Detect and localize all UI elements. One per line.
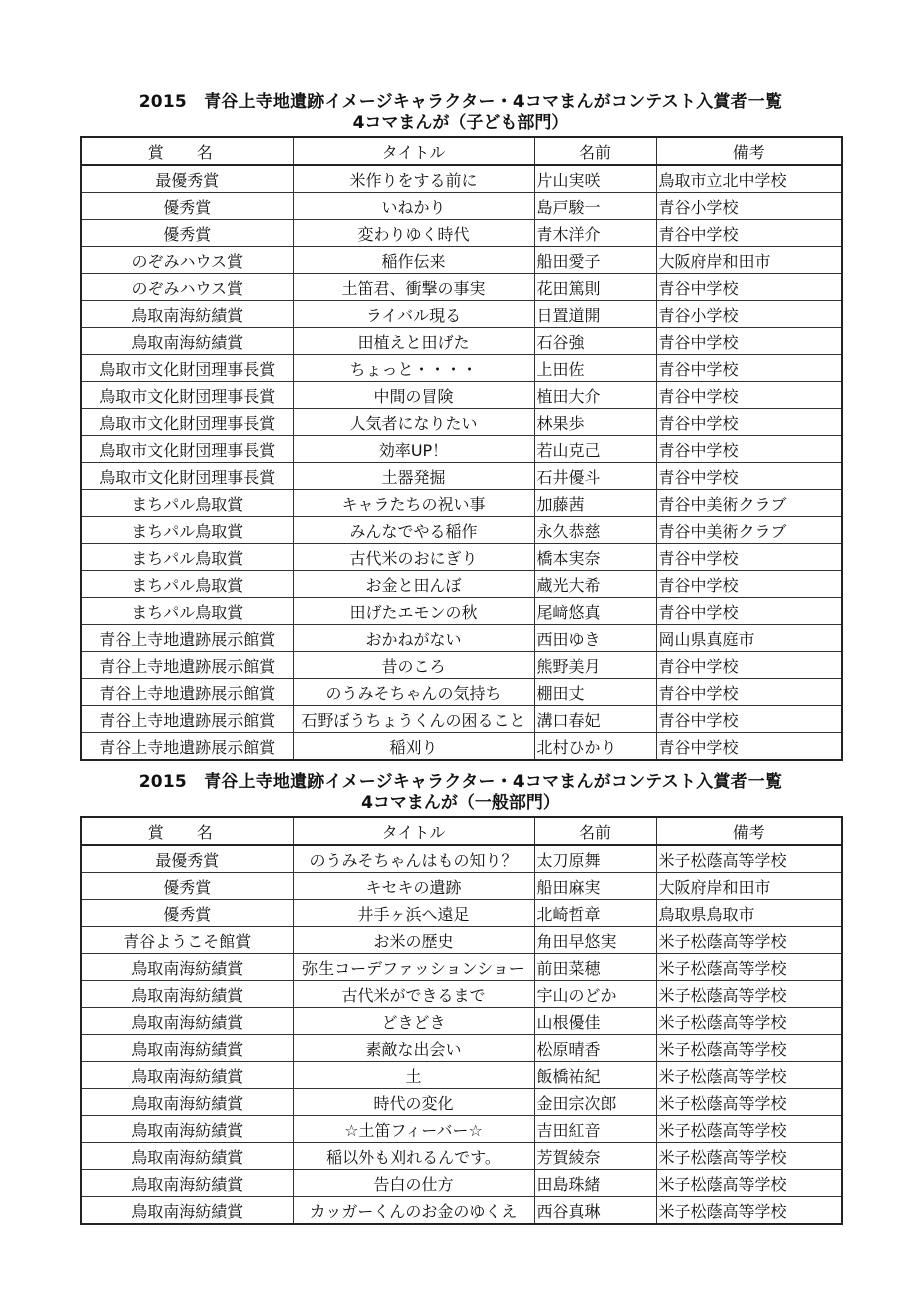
title-cell: お金と田んぼ <box>293 571 534 598</box>
table-row <box>81 625 842 652</box>
name-cell: 船田愛子 <box>534 247 656 274</box>
title-cell: おかねがない <box>293 625 534 652</box>
award-cell: 鳥取市文化財団理事長賞 <box>81 409 293 436</box>
table-row <box>81 274 842 301</box>
note-cell: 米子松蔭高等学校 <box>656 927 842 954</box>
title-cell: のうみそちゃんの気持ち <box>293 679 534 706</box>
note-cell: 鳥取市立北中学校 <box>656 165 842 193</box>
header-award: 賞 名 <box>81 817 293 845</box>
title-cell: いねかり <box>293 193 534 220</box>
table-row <box>81 247 842 274</box>
title-cell: ライバル現る <box>293 301 534 328</box>
note-cell: 青谷中学校 <box>656 652 842 679</box>
title-cell: 米作りをする前に <box>293 165 534 193</box>
name-cell: 永久恭慈 <box>534 517 656 544</box>
name-cell: 島戸駿一 <box>534 193 656 220</box>
note-cell: 青谷中学校 <box>656 463 842 490</box>
name-cell: 太刀原舞 <box>534 845 656 873</box>
title-cell: 人気者になりたい <box>293 409 534 436</box>
table-row <box>81 900 842 927</box>
table-row <box>81 598 842 625</box>
award-cell: まちパル鳥取賞 <box>81 517 293 544</box>
name-cell: 青木洋介 <box>534 220 656 247</box>
title-cell: 土笛君、衝撃の事実 <box>293 274 534 301</box>
section-subtitle: 4コマまんが（一般部門） <box>361 793 560 813</box>
title-cell: ☆土笛フィーバー☆ <box>293 1116 534 1143</box>
note-cell: 青谷中学校 <box>656 679 842 706</box>
note-cell: 米子松蔭高等学校 <box>656 845 842 873</box>
award-cell: 鳥取南海紡績賞 <box>81 1170 293 1197</box>
title-cell: お米の歴史 <box>293 927 534 954</box>
title-cell: 田植えと田げた <box>293 328 534 355</box>
title-cell: 土 <box>293 1062 534 1089</box>
name-cell: 西谷真琳 <box>534 1197 656 1225</box>
name-cell: 加藤茜 <box>534 490 656 517</box>
table-row <box>81 517 842 544</box>
table-row <box>81 873 842 900</box>
table-row <box>81 463 842 490</box>
award-cell: 青谷上寺地遺跡展示館賞 <box>81 706 293 733</box>
award-cell: 青谷上寺地遺跡展示館賞 <box>81 733 293 761</box>
name-cell: 松原晴香 <box>534 1035 656 1062</box>
award-cell: 鳥取南海紡績賞 <box>81 1197 293 1225</box>
award-cell: 鳥取南海紡績賞 <box>81 1062 293 1089</box>
header-note: 備考 <box>656 817 842 845</box>
table-row <box>81 927 842 954</box>
table-row <box>81 165 842 193</box>
name-cell: 山根優佳 <box>534 1008 656 1035</box>
name-cell: 若山克己 <box>534 436 656 463</box>
title-cell: 素敵な出会い <box>293 1035 534 1062</box>
title-cell: 石野ぼうちょうくんの困ること <box>293 706 534 733</box>
name-cell: 前田菜穂 <box>534 954 656 981</box>
title-cell: 昔のころ <box>293 652 534 679</box>
award-cell: 鳥取南海紡績賞 <box>81 981 293 1008</box>
award-cell: 鳥取市文化財団理事長賞 <box>81 382 293 409</box>
title-cell: 中間の冒険 <box>293 382 534 409</box>
table-row <box>81 571 842 598</box>
table-header-row <box>81 817 842 845</box>
name-cell: 船田麻実 <box>534 873 656 900</box>
name-cell: 溝口春妃 <box>534 706 656 733</box>
name-cell: 石谷強 <box>534 328 656 355</box>
header-title: タイトル <box>293 137 534 165</box>
title-cell: 弥生コーデファッションショー <box>293 954 534 981</box>
general-section <box>80 771 841 1225</box>
title-cell: 告白の仕方 <box>293 1170 534 1197</box>
title-cell: 時代の変化 <box>293 1089 534 1116</box>
table-row <box>81 382 842 409</box>
table-row <box>81 1116 842 1143</box>
award-cell: まちパル鳥取賞 <box>81 490 293 517</box>
header-name: 名前 <box>534 137 656 165</box>
award-cell: のぞみハウス賞 <box>81 247 293 274</box>
note-cell: 鳥取県鳥取市 <box>656 900 842 927</box>
award-cell: 鳥取市文化財団理事長賞 <box>81 463 293 490</box>
award-cell: 最優秀賞 <box>81 845 293 873</box>
table-row <box>81 1062 842 1089</box>
award-cell: 優秀賞 <box>81 193 293 220</box>
awards-table <box>80 816 843 1225</box>
note-cell: 米子松蔭高等学校 <box>656 1062 842 1089</box>
name-cell: 林果歩 <box>534 409 656 436</box>
note-cell: 大阪府岸和田市 <box>656 873 842 900</box>
name-cell: 北村ひかり <box>534 733 656 761</box>
table-row <box>81 679 842 706</box>
note-cell: 米子松蔭高等学校 <box>656 1116 842 1143</box>
note-cell: 青谷中学校 <box>656 382 842 409</box>
table-row <box>81 1008 842 1035</box>
note-cell: 米子松蔭高等学校 <box>656 1008 842 1035</box>
note-cell: 青谷小学校 <box>656 193 842 220</box>
section-title: 2015 青谷上寺地遺跡イメージキャラクター・4コマまんがコンテスト入賞者一覧 <box>138 772 783 792</box>
name-cell: 西田ゆき <box>534 625 656 652</box>
award-cell: 青谷ようこそ館賞 <box>81 927 293 954</box>
name-cell: 北崎哲章 <box>534 900 656 927</box>
title-cell: 田げたエモンの秋 <box>293 598 534 625</box>
title-cell: どきどき <box>293 1008 534 1035</box>
header-note: 備考 <box>656 137 842 165</box>
note-cell: 青谷中学校 <box>656 355 842 382</box>
note-cell: 米子松蔭高等学校 <box>656 1197 842 1225</box>
award-cell: 優秀賞 <box>81 900 293 927</box>
award-cell: 青谷上寺地遺跡展示館賞 <box>81 679 293 706</box>
title-cell: カッガーくんのお金のゆくえ <box>293 1197 534 1225</box>
award-cell: 優秀賞 <box>81 873 293 900</box>
table-row <box>81 1197 842 1225</box>
name-cell: 芳賀綾奈 <box>534 1143 656 1170</box>
name-cell: 角田早悠実 <box>534 927 656 954</box>
table-row <box>81 733 842 761</box>
note-cell: 米子松蔭高等学校 <box>656 954 842 981</box>
table-header-row <box>81 137 842 165</box>
award-cell: 鳥取市文化財団理事長賞 <box>81 436 293 463</box>
note-cell: 米子松蔭高等学校 <box>656 1035 842 1062</box>
title-cell: キャラたちの祝い事 <box>293 490 534 517</box>
title-cell: 古代米ができるまで <box>293 981 534 1008</box>
title-cell: 効率UP！ <box>293 436 534 463</box>
note-cell: 米子松蔭高等学校 <box>656 1089 842 1116</box>
title-cell: みんなでやる稲作 <box>293 517 534 544</box>
table-row <box>81 1089 842 1116</box>
note-cell: 青谷小学校 <box>656 301 842 328</box>
table-row <box>81 706 842 733</box>
award-cell: 鳥取南海紡績賞 <box>81 1143 293 1170</box>
name-cell: 宇山のどか <box>534 981 656 1008</box>
table-row <box>81 193 842 220</box>
awards-table <box>80 136 843 761</box>
title-cell: 古代米のおにぎり <box>293 544 534 571</box>
award-cell: 鳥取南海紡績賞 <box>81 1089 293 1116</box>
award-cell: 鳥取南海紡績賞 <box>81 1008 293 1035</box>
award-cell: まちパル鳥取賞 <box>81 544 293 571</box>
table-row <box>81 1143 842 1170</box>
award-cell: 青谷上寺地遺跡展示館賞 <box>81 625 293 652</box>
award-cell: まちパル鳥取賞 <box>81 598 293 625</box>
name-cell: 尾﨑悠真 <box>534 598 656 625</box>
award-cell: 鳥取南海紡績賞 <box>81 954 293 981</box>
note-cell: 青谷中学校 <box>656 274 842 301</box>
award-cell: 最優秀賞 <box>81 165 293 193</box>
award-cell: 鳥取南海紡績賞 <box>81 1035 293 1062</box>
note-cell: 青谷中学校 <box>656 544 842 571</box>
note-cell: 米子松蔭高等学校 <box>656 1170 842 1197</box>
title-cell: 変わりゆく時代 <box>293 220 534 247</box>
name-cell: 日置道開 <box>534 301 656 328</box>
title-cell: 井手ヶ浜へ遠足 <box>293 900 534 927</box>
note-cell: 青谷中学校 <box>656 220 842 247</box>
name-cell: 花田篤則 <box>534 274 656 301</box>
title-cell: ちょっと・・・・ <box>293 355 534 382</box>
children-section <box>80 91 841 761</box>
note-cell: 青谷中美術クラブ <box>656 490 842 517</box>
table-row <box>81 301 842 328</box>
table-row <box>81 1170 842 1197</box>
section-subtitle: 4コマまんが（子ども部門） <box>352 113 569 133</box>
header-award: 賞 名 <box>81 137 293 165</box>
header-name: 名前 <box>534 817 656 845</box>
award-cell: まちパル鳥取賞 <box>81 571 293 598</box>
title-cell: 稲作伝来 <box>293 247 534 274</box>
name-cell: 蔵光大希 <box>534 571 656 598</box>
note-cell: 青谷中学校 <box>656 328 842 355</box>
title-cell: のうみそちゃんはもの知り？ <box>293 845 534 873</box>
name-cell: 石井優斗 <box>534 463 656 490</box>
section-title: 2015 青谷上寺地遺跡イメージキャラクター・4コマまんがコンテスト入賞者一覧 <box>138 92 783 112</box>
table-row <box>81 544 842 571</box>
table-row <box>81 981 842 1008</box>
award-cell: 鳥取南海紡績賞 <box>81 1116 293 1143</box>
award-cell: 青谷上寺地遺跡展示館賞 <box>81 652 293 679</box>
name-cell: 橋本実奈 <box>534 544 656 571</box>
award-cell: のぞみハウス賞 <box>81 274 293 301</box>
title-cell: キセキの遺跡 <box>293 873 534 900</box>
name-cell: 植田大介 <box>534 382 656 409</box>
name-cell: 飯橋祐紀 <box>534 1062 656 1089</box>
title-cell: 稲刈り <box>293 733 534 761</box>
note-cell: 青谷中美術クラブ <box>656 517 842 544</box>
note-cell: 岡山県真庭市 <box>656 625 842 652</box>
name-cell: 棚田丈 <box>534 679 656 706</box>
table-row <box>81 328 842 355</box>
title-cell: 稲以外も刈れるんです。 <box>293 1143 534 1170</box>
award-cell: 鳥取市文化財団理事長賞 <box>81 355 293 382</box>
table-row <box>81 954 842 981</box>
table-row <box>81 220 842 247</box>
note-cell: 米子松蔭高等学校 <box>656 1143 842 1170</box>
name-cell: 金田宗次郎 <box>534 1089 656 1116</box>
header-title: タイトル <box>293 817 534 845</box>
table-row <box>81 436 842 463</box>
name-cell: 吉田紅音 <box>534 1116 656 1143</box>
note-cell: 青谷中学校 <box>656 571 842 598</box>
name-cell: 片山実咲 <box>534 165 656 193</box>
name-cell: 田島珠緒 <box>534 1170 656 1197</box>
table-row <box>81 845 842 873</box>
note-cell: 米子松蔭高等学校 <box>656 981 842 1008</box>
award-cell: 鳥取南海紡績賞 <box>81 301 293 328</box>
note-cell: 青谷中学校 <box>656 706 842 733</box>
table-row <box>81 1035 842 1062</box>
note-cell: 大阪府岸和田市 <box>656 247 842 274</box>
title-cell: 土器発掘 <box>293 463 534 490</box>
note-cell: 青谷中学校 <box>656 598 842 625</box>
table-row <box>81 355 842 382</box>
award-cell: 鳥取南海紡績賞 <box>81 328 293 355</box>
name-cell: 上田佐 <box>534 355 656 382</box>
award-cell: 優秀賞 <box>81 220 293 247</box>
name-cell: 熊野美月 <box>534 652 656 679</box>
table-row <box>81 409 842 436</box>
note-cell: 青谷中学校 <box>656 409 842 436</box>
table-row <box>81 490 842 517</box>
note-cell: 青谷中学校 <box>656 436 842 463</box>
note-cell: 青谷中学校 <box>656 733 842 761</box>
table-row <box>81 652 842 679</box>
